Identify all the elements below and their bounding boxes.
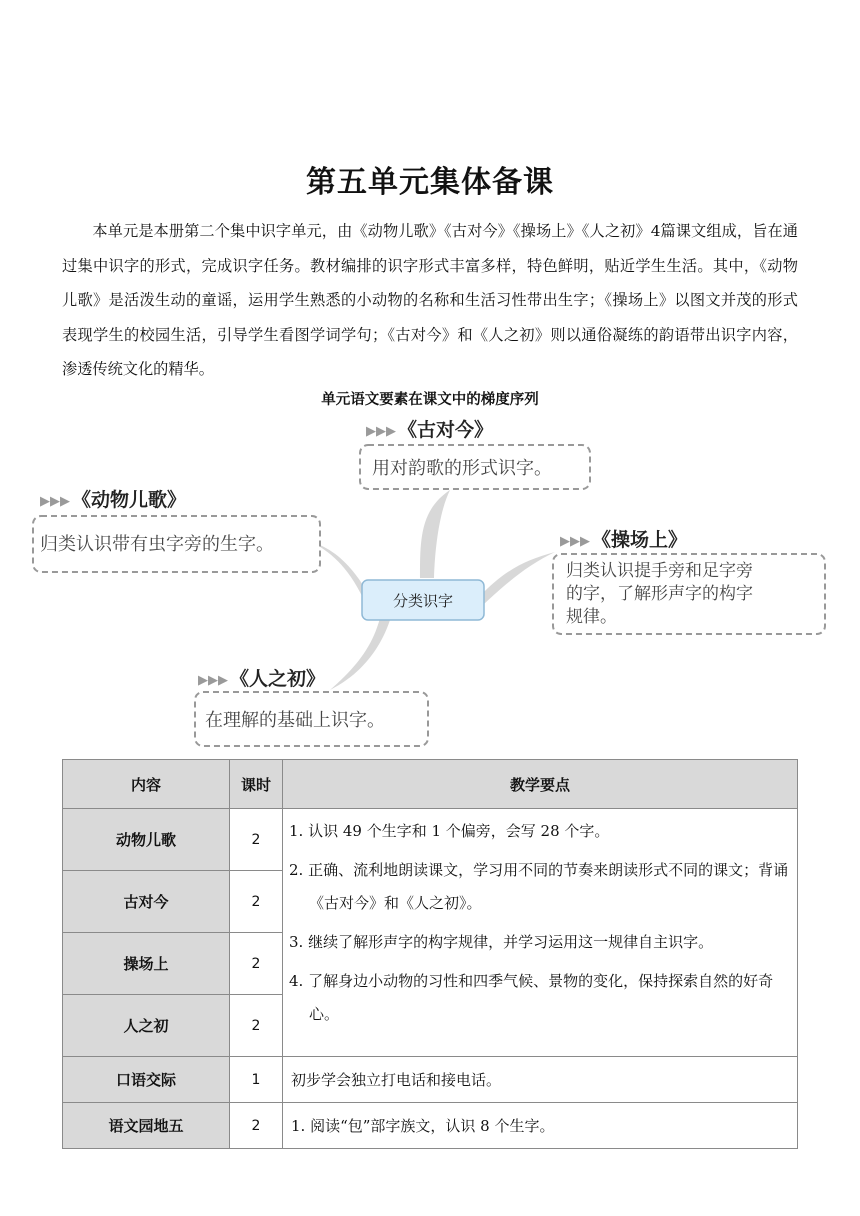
row-name: 动物儿歌 <box>63 809 230 871</box>
table-header-row <box>63 760 798 809</box>
row-points: 1. 阅读“包”部字族文，认识 8 个生字。 <box>283 1103 798 1149</box>
arrow-icon: ▶▶▶ <box>198 673 228 688</box>
node-desc-caochang-2: 的字，了解形声字的构字 <box>566 584 753 604</box>
row-hours: 2 <box>230 933 283 995</box>
header-content: 内容 <box>63 760 230 809</box>
row-hours: 2 <box>230 1103 283 1149</box>
lesson-plan-table <box>62 759 798 1149</box>
row-hours: 1 <box>230 1057 283 1103</box>
shared-teaching-points <box>283 809 798 1057</box>
row-name: 口语交际 <box>63 1057 230 1103</box>
header-hours: 课时 <box>230 760 283 809</box>
arrow-icon: ▶▶▶ <box>560 534 590 549</box>
branch-caochang <box>480 552 555 604</box>
intro-paragraph: 本单元是本册第二个集中识字单元，由《动物儿歌》《古对今》《操场上》《人之初》4篇课文组成，旨在通过集中识字的形式，完成识字任务。教材编排的识字形式丰富多样，特色鲜明，贴近学生生活。其中，《动物儿歌》是活泼生动的童谣，运用学生熟悉的小动物的名称和生活习性带出生字；《操场上》以图文并茂的形式表现学生的校园生活，引导学生看图学词学句；《古对今》和《人之初》则以通俗凝练的韵语带出识字内容，渗透传统文化的精华。 <box>62 222 798 378</box>
row-points: 初步学会独立打电话和接电话。 <box>283 1057 798 1103</box>
node-desc-caochang-3: 规律。 <box>566 607 617 627</box>
teaching-point: 3. 继续了解形声字的构字规律，并学习运用这一规律自主识字。 <box>289 933 714 951</box>
row-name: 操场上 <box>63 933 230 995</box>
table-row <box>63 809 798 871</box>
teaching-point: 4. 了解身边小动物的习性和四季气候、景物的变化，保持探索自然的好奇心。 <box>289 972 774 1023</box>
document-title: 第五单元集体备课 <box>306 165 554 200</box>
node-title-renzhichu: 《人之初》 <box>230 668 326 690</box>
center-node-label: 分类识字 <box>392 592 454 610</box>
node-desc-gudujin: 用对韵歌的形式识字。 <box>372 458 552 479</box>
arrow-icon: ▶▶▶ <box>366 424 396 439</box>
branch-gudujin <box>420 490 450 578</box>
branch-renzhichu <box>330 618 390 690</box>
node-desc-dongwu: 归类认识带有虫字旁的生字。 <box>40 534 274 555</box>
row-name: 语文园地五 <box>63 1103 230 1149</box>
node-title-dongwu: 《动物儿歌》 <box>72 489 187 511</box>
row-hours: 2 <box>230 995 283 1057</box>
node-title-gudujin: 《古对今》 <box>398 419 494 441</box>
table-row <box>63 1057 798 1103</box>
mindmap-title: 单元语文要素在课文中的梯度序列 <box>321 392 539 408</box>
node-title-caochang: 《操场上》 <box>592 529 688 551</box>
teaching-point: 1. 认识 49 个生字和 1 个偏旁，会写 28 个字。 <box>289 822 610 840</box>
row-hours: 2 <box>230 809 283 871</box>
node-desc-caochang-1: 归类认识提手旁和足字旁 <box>566 561 753 581</box>
row-name: 人之初 <box>63 995 230 1057</box>
node-desc-renzhichu: 在理解的基础上识字。 <box>205 710 385 731</box>
mind-map <box>0 400 860 760</box>
table-row <box>63 1103 798 1149</box>
row-name: 古对今 <box>63 871 230 933</box>
row-hours: 2 <box>230 871 283 933</box>
arrow-icon: ▶▶▶ <box>40 494 70 509</box>
teaching-point: 2. 正确、流利地朗读课文，学习用不同的节奏来朗读形式不同的课文；背诵《古对今》和《人之初》。 <box>289 861 789 912</box>
header-points: 教学要点 <box>283 760 798 809</box>
